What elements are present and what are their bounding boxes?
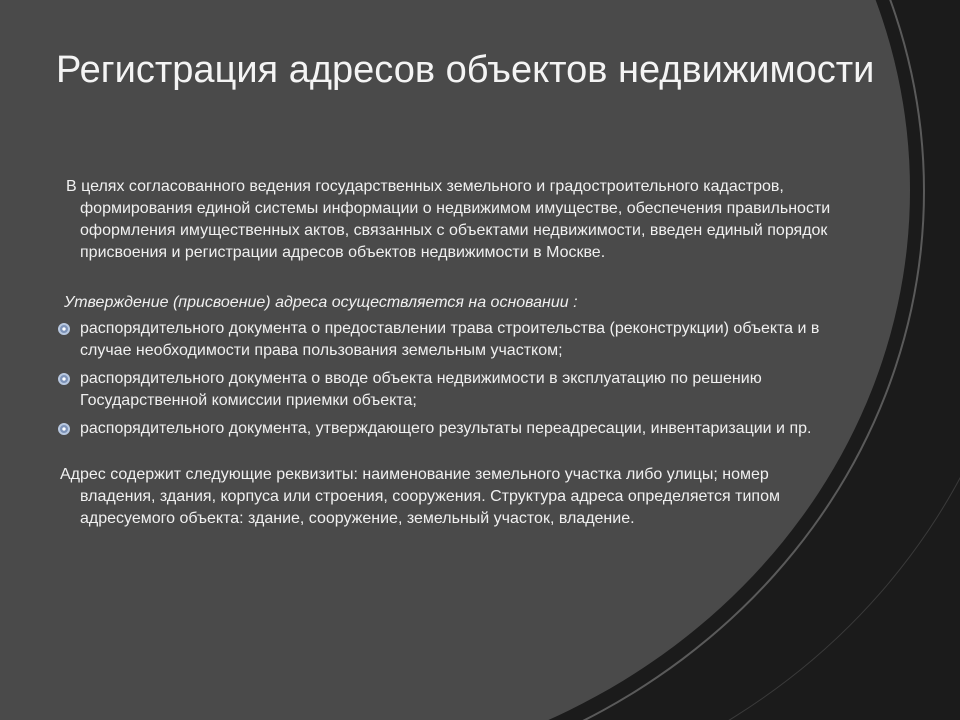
list-item: [58, 318, 838, 362]
slide-content: [58, 176, 838, 530]
intro-paragraph: В целях согласованного ведения государственных земельного и градостроительного кадастров, формирования единой системы информации о недвижимом имуществе, обеспечения правильности оформления имущественных актов, связанных с объектами недвижимости, введен единый порядок присвоения и регистрации адресов объектов недвижимости в Москве.: [66, 178, 831, 261]
basis-subheading: Утверждение (присвоение) адреса осуществляется на основании :: [64, 294, 578, 311]
list-item: [58, 368, 838, 412]
bullet-circle-icon: [58, 323, 70, 335]
bullet-circle-icon: [58, 373, 70, 385]
list-item: [58, 418, 838, 440]
list-item-text: распорядительного документа, утверждающего результаты переадресации, инвентаризации и пр.: [80, 420, 812, 437]
bullet-circle-icon: [58, 423, 70, 435]
slide-title: Регистрация адресов объектов недвижимости: [56, 49, 875, 91]
address-paragraph: Адрес содержит следующие реквизиты: наименование земельного участка либо улицы; номер владения, здания, корпуса или строения, сооружения. Структура адреса определяется типом адресуемого объекта: здание, сооружение, земельный участок, владение.: [60, 466, 780, 527]
list-item-text: распорядительного документа о вводе объекта недвижимости в эксплуатацию по решению Государственной комиссии приемки объекта;: [80, 370, 762, 409]
list-item-text: распорядительного документа о предоставлении трава строительства (реконструкции) объекта и в случае необходимости права пользования земельным участком;: [80, 320, 820, 359]
